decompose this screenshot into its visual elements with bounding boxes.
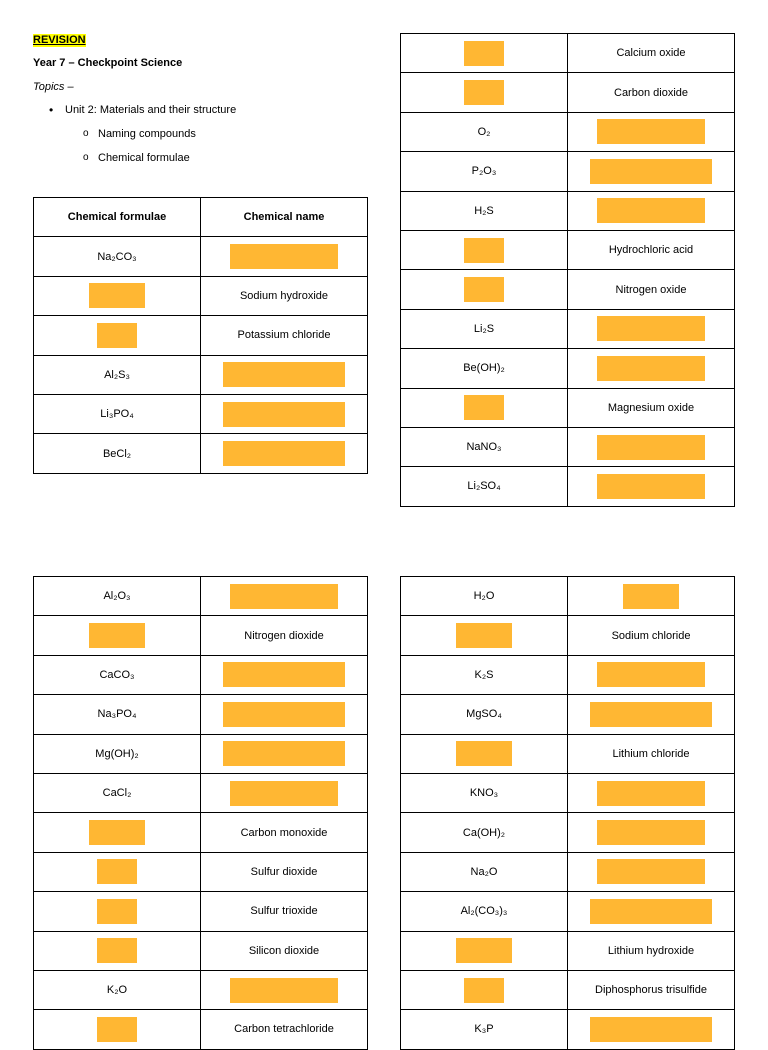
table-row bbox=[401, 34, 735, 73]
answer-box[interactable] bbox=[464, 277, 504, 302]
answer-box[interactable] bbox=[590, 1017, 712, 1042]
answer-cell[interactable] bbox=[568, 152, 735, 191]
answer-cell[interactable] bbox=[568, 695, 735, 734]
table-row bbox=[401, 695, 735, 734]
answer-box[interactable] bbox=[590, 702, 712, 727]
table-1 bbox=[33, 197, 368, 474]
answer-cell[interactable] bbox=[568, 112, 735, 151]
table-row bbox=[401, 467, 735, 506]
answer-box[interactable] bbox=[97, 899, 137, 924]
answer-cell[interactable] bbox=[401, 388, 568, 427]
formula-cell: CaCO₃ bbox=[34, 655, 201, 694]
answer-box[interactable] bbox=[597, 781, 705, 806]
answer-cell[interactable] bbox=[401, 616, 568, 655]
name-cell: Sulfur trioxide bbox=[201, 892, 368, 931]
answer-cell[interactable] bbox=[201, 577, 368, 616]
name-cell: Carbon dioxide bbox=[568, 73, 735, 112]
table-row bbox=[401, 73, 735, 112]
answer-box[interactable] bbox=[597, 435, 705, 460]
table-row bbox=[34, 237, 368, 276]
table-row bbox=[401, 577, 735, 616]
answer-cell[interactable] bbox=[34, 852, 201, 891]
answer-box[interactable] bbox=[97, 938, 137, 963]
table-row bbox=[401, 813, 735, 852]
answer-box[interactable] bbox=[230, 978, 338, 1003]
table-row bbox=[401, 734, 735, 773]
answer-cell[interactable] bbox=[568, 773, 735, 812]
table-row bbox=[401, 270, 735, 309]
table-row bbox=[401, 852, 735, 891]
answer-box[interactable] bbox=[597, 198, 705, 223]
table-row bbox=[401, 931, 735, 970]
answer-box[interactable] bbox=[223, 662, 345, 687]
table-row bbox=[401, 1010, 735, 1049]
formula-cell: Ca(OH)₂ bbox=[401, 813, 568, 852]
answer-cell[interactable] bbox=[201, 655, 368, 694]
table-row bbox=[34, 355, 368, 394]
table-row bbox=[34, 316, 368, 355]
table-row bbox=[34, 616, 368, 655]
answer-box[interactable] bbox=[89, 283, 145, 308]
answer-box[interactable] bbox=[456, 741, 512, 766]
name-cell: Diphosphorus trisulfide bbox=[568, 970, 735, 1009]
table-row bbox=[401, 892, 735, 931]
answer-cell[interactable] bbox=[201, 355, 368, 394]
answer-cell[interactable] bbox=[34, 813, 201, 852]
answer-cell[interactable] bbox=[401, 230, 568, 269]
table-row bbox=[401, 427, 735, 466]
answer-cell[interactable] bbox=[34, 892, 201, 931]
table-row bbox=[34, 1010, 368, 1049]
topics-label: Topics – bbox=[33, 81, 74, 93]
answer-box[interactable] bbox=[89, 820, 145, 845]
answer-box[interactable] bbox=[230, 781, 338, 806]
answer-box[interactable] bbox=[464, 395, 504, 420]
name-cell: Sulfur dioxide bbox=[201, 852, 368, 891]
subtopic-item: o Chemical formulae bbox=[83, 152, 363, 165]
answer-cell[interactable] bbox=[34, 616, 201, 655]
answer-box[interactable] bbox=[223, 441, 345, 466]
formula-cell: KNO₃ bbox=[401, 773, 568, 812]
worksheet-header bbox=[33, 34, 363, 165]
name-cell: Sodium chloride bbox=[568, 616, 735, 655]
answer-box[interactable] bbox=[456, 623, 512, 648]
table-row bbox=[401, 773, 735, 812]
answer-cell[interactable] bbox=[201, 970, 368, 1009]
answer-cell[interactable] bbox=[201, 237, 368, 276]
answer-cell[interactable] bbox=[34, 931, 201, 970]
table-row bbox=[401, 655, 735, 694]
answer-box[interactable] bbox=[597, 820, 705, 845]
table-row bbox=[401, 191, 735, 230]
answer-box[interactable] bbox=[97, 859, 137, 884]
answer-cell[interactable] bbox=[568, 1010, 735, 1049]
answer-cell[interactable] bbox=[568, 191, 735, 230]
table-row bbox=[401, 152, 735, 191]
formula-cell: CaCl₂ bbox=[34, 773, 201, 812]
header-chemical-name: Chemical name bbox=[201, 198, 368, 237]
table-header-row bbox=[34, 198, 368, 237]
answer-box[interactable] bbox=[223, 702, 345, 727]
name-cell: Calcium oxide bbox=[568, 34, 735, 73]
table-row bbox=[34, 434, 368, 473]
name-cell: Nitrogen oxide bbox=[568, 270, 735, 309]
table-row bbox=[34, 695, 368, 734]
answer-cell[interactable] bbox=[401, 73, 568, 112]
answer-cell[interactable] bbox=[201, 434, 368, 473]
formula-cell: K₂S bbox=[401, 655, 568, 694]
formula-cell: BeCl₂ bbox=[34, 434, 201, 473]
answer-box[interactable] bbox=[97, 323, 137, 348]
formula-cell: Mg(OH)₂ bbox=[34, 734, 201, 773]
answer-box[interactable] bbox=[464, 238, 504, 263]
formula-cell: Al₂S₃ bbox=[34, 355, 201, 394]
answer-cell[interactable] bbox=[401, 931, 568, 970]
table-row bbox=[34, 852, 368, 891]
subtopic-item: o Naming compounds bbox=[83, 128, 363, 141]
answer-cell[interactable] bbox=[401, 34, 568, 73]
answer-box[interactable] bbox=[230, 244, 338, 269]
answer-cell[interactable] bbox=[201, 695, 368, 734]
formula-cell: Al₂O₃ bbox=[34, 577, 201, 616]
table-row bbox=[34, 394, 368, 433]
answer-cell[interactable] bbox=[568, 892, 735, 931]
formula-cell: O₂ bbox=[401, 112, 568, 151]
table-row bbox=[34, 655, 368, 694]
answer-cell[interactable] bbox=[401, 970, 568, 1009]
answer-box[interactable] bbox=[464, 80, 504, 105]
name-cell: Silicon dioxide bbox=[201, 931, 368, 970]
topic-item bbox=[49, 104, 363, 165]
answer-box[interactable] bbox=[590, 899, 712, 924]
answer-box[interactable] bbox=[597, 356, 705, 381]
answer-cell[interactable] bbox=[568, 349, 735, 388]
formula-cell: Li₂S bbox=[401, 309, 568, 348]
header-chemical-formulae: Chemical formulae bbox=[34, 198, 201, 237]
table-row bbox=[34, 734, 368, 773]
formula-cell: Li₃PO₄ bbox=[34, 394, 201, 433]
answer-box[interactable] bbox=[456, 938, 512, 963]
table-4 bbox=[400, 576, 735, 1050]
unit-label: Unit 2: Materials and their structure bbox=[65, 104, 237, 116]
table-row bbox=[34, 773, 368, 812]
answer-box[interactable] bbox=[590, 159, 712, 184]
answer-box[interactable] bbox=[464, 41, 504, 66]
table-3 bbox=[33, 576, 368, 1050]
answer-box[interactable] bbox=[597, 662, 705, 687]
formula-cell: NaNO₃ bbox=[401, 427, 568, 466]
answer-cell[interactable] bbox=[201, 394, 368, 433]
answer-box[interactable] bbox=[223, 362, 345, 387]
answer-box[interactable] bbox=[597, 474, 705, 499]
answer-cell[interactable] bbox=[568, 309, 735, 348]
answer-cell[interactable] bbox=[34, 316, 201, 355]
answer-cell[interactable] bbox=[568, 852, 735, 891]
answer-cell[interactable] bbox=[568, 655, 735, 694]
formula-cell: MgSO₄ bbox=[401, 695, 568, 734]
name-cell: Hydrochloric acid bbox=[568, 230, 735, 269]
table-row bbox=[34, 970, 368, 1009]
name-cell: Sodium hydroxide bbox=[201, 276, 368, 315]
table-row bbox=[401, 388, 735, 427]
subtopics-list bbox=[65, 128, 363, 165]
table-row bbox=[401, 230, 735, 269]
answer-box[interactable] bbox=[89, 623, 145, 648]
answer-box[interactable] bbox=[97, 1017, 137, 1042]
answer-cell[interactable] bbox=[401, 270, 568, 309]
table-row bbox=[401, 349, 735, 388]
formula-cell: H₂O bbox=[401, 577, 568, 616]
name-cell: Nitrogen dioxide bbox=[201, 616, 368, 655]
name-cell: Lithium hydroxide bbox=[568, 931, 735, 970]
answer-cell[interactable] bbox=[401, 734, 568, 773]
formula-cell: Be(OH)₂ bbox=[401, 349, 568, 388]
answer-box[interactable] bbox=[464, 978, 504, 1003]
revision-label: REVISION bbox=[33, 34, 86, 46]
formula-cell: K₂O bbox=[34, 970, 201, 1009]
formula-cell: P₂O₃ bbox=[401, 152, 568, 191]
formula-cell: Al₂(CO₃)₃ bbox=[401, 892, 568, 931]
answer-cell[interactable] bbox=[34, 276, 201, 315]
table-row bbox=[401, 616, 735, 655]
formula-cell: H₂S bbox=[401, 191, 568, 230]
name-cell: Carbon monoxide bbox=[201, 813, 368, 852]
formula-cell: Na₂CO₃ bbox=[34, 237, 201, 276]
table-row bbox=[34, 931, 368, 970]
table-2 bbox=[400, 33, 735, 507]
answer-cell[interactable] bbox=[201, 773, 368, 812]
formula-cell: Li₂SO₄ bbox=[401, 467, 568, 506]
table-row bbox=[34, 892, 368, 931]
answer-box[interactable] bbox=[230, 584, 338, 609]
answer-box[interactable] bbox=[623, 584, 679, 609]
answer-box[interactable] bbox=[597, 119, 705, 144]
answer-cell[interactable] bbox=[568, 813, 735, 852]
formula-cell: Na₃PO₄ bbox=[34, 695, 201, 734]
answer-cell[interactable] bbox=[201, 734, 368, 773]
answer-cell[interactable] bbox=[568, 427, 735, 466]
table-row bbox=[34, 813, 368, 852]
formula-cell: K₃P bbox=[401, 1010, 568, 1049]
name-cell: Magnesium oxide bbox=[568, 388, 735, 427]
table-row bbox=[34, 276, 368, 315]
topics-list bbox=[33, 104, 363, 165]
formula-cell: Na₂O bbox=[401, 852, 568, 891]
answer-box[interactable] bbox=[223, 402, 345, 427]
answer-cell[interactable] bbox=[34, 1010, 201, 1049]
table-row bbox=[401, 309, 735, 348]
worksheet-title: Year 7 – Checkpoint Science bbox=[33, 57, 183, 69]
name-cell: Lithium chloride bbox=[568, 734, 735, 773]
answer-cell[interactable] bbox=[568, 467, 735, 506]
name-cell: Potassium chloride bbox=[201, 316, 368, 355]
answer-box[interactable] bbox=[597, 316, 705, 341]
table-row bbox=[401, 112, 735, 151]
table-row bbox=[401, 970, 735, 1009]
answer-cell[interactable] bbox=[568, 577, 735, 616]
name-cell: Carbon tetrachloride bbox=[201, 1010, 368, 1049]
answer-box[interactable] bbox=[223, 741, 345, 766]
table-row bbox=[34, 577, 368, 616]
answer-box[interactable] bbox=[597, 859, 705, 884]
